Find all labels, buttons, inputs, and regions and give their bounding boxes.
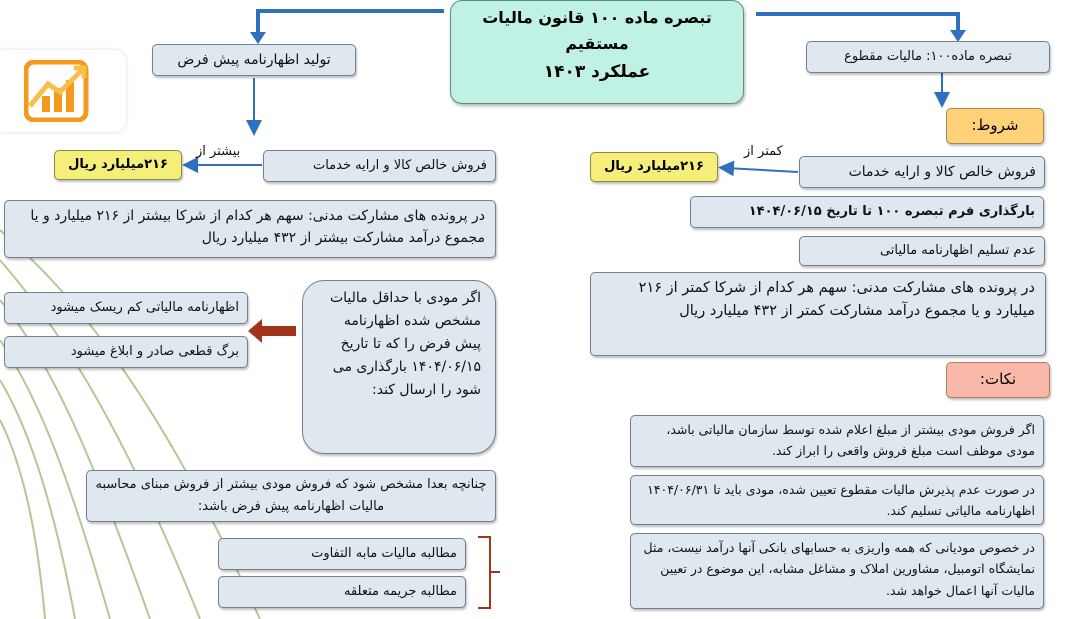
result-item: برگ قطعی صادر و ابلاغ میشود <box>4 336 248 368</box>
right-sales-arrow <box>726 168 798 172</box>
title-line-3: عملکرد ۱۴۰۳ <box>543 61 651 82</box>
conditions-label: شروط: <box>946 108 1044 144</box>
right-threshold: ۲۱۶میلیارد ریال <box>590 152 718 182</box>
note-item: در صورت عدم پذیرش مالیات مقطوع تعیین شده، مودی باید تا ۱۴۰۴/۰۶/۳۱ اظهارنامه مالیاتی تسلیم کند. <box>630 475 1044 525</box>
note-item: در خصوص مودیانی که همه واریزی به حسابهای بانکی آنها درآمد نیست، مثل نمایشگاه اتومبیل، مشاورین املاک و مشاغل مشابه، این موضوع در تعیین مالیات آنها اعمال خواهد شد. <box>630 533 1044 609</box>
penalty-item: مطالبه جریمه متعلقه <box>218 576 466 608</box>
result-item: اظهارنامه مالیاتی کم ریسک میشود <box>4 292 248 324</box>
right-partnership-condition: در پرونده های مشارکت مدنی: سهم هر کدام از شرکا کمتر از ۲۱۶ میلیارد و یا مجموع درآمد مشارکت کمتر از ۴۳۲ میلیارد ریال <box>590 272 1046 356</box>
left-minimum-tax-condition: اگر مودی با حداقل مالیات مشخص شده اظهارنامه پیش فرض را که تا تاریخ ۱۴۰۴/۰۶/۱۵ بارگذاری می شود را ارسال کند: <box>302 280 496 454</box>
left-threshold: ۲۱۶میلیارد ریال <box>54 150 182 180</box>
title-line-1: تبصره ماده ۱۰۰ قانون مالیات <box>482 8 712 27</box>
left-partnership-condition: در پرونده های مشارکت مدنی: سهم هر کدام از شرکا بیشتر از ۲۱۶ میلیارد و یا مجموع درآمد مشارکت بیشتر از ۴۳۲ میلیارد ریال <box>4 200 496 258</box>
main-title-box <box>450 0 744 104</box>
red-arrow <box>248 319 296 343</box>
notes-label: نکات: <box>946 362 1050 398</box>
left-sales-condition: فروش خالص کالا و ارایه خدمات <box>263 150 496 182</box>
penalty-item: مطالبه مالیات مابه التفاوت <box>218 538 466 570</box>
right-sales-condition: فروش خالص کالا و ارایه خدمات <box>799 156 1045 188</box>
title-line-2: مستقیم <box>565 34 629 54</box>
right-less-than-label: کمتر از <box>744 144 783 159</box>
note-item: اگر فروش مودی بیشتر از مبلغ اعلام شده توسط سازمان مالیاتی باشد، مودی موظف است مبلغ فروش واقعی را ابراز کند. <box>630 415 1044 467</box>
left-more-than-label: بیشتر از <box>196 144 241 159</box>
right-no-submission-condition: عدم تسلیم اظهارنامه مالیاتی <box>799 236 1045 266</box>
right-header: تبصره ماده۱۰۰: مالیات مقطوع <box>806 41 1050 73</box>
penalties-bracket <box>478 537 500 608</box>
title-to-right-arrow <box>756 14 958 36</box>
title-to-left-arrow <box>258 11 444 38</box>
left-header: تولید اظهارنامه پیش فرض <box>152 44 356 76</box>
left-exceeds-condition: چنانچه بعدا مشخص شود که فروش مودی بیشتر از فروش مبنای محاسبه مالیات اظهارنامه پیش فرض باشد: <box>86 470 496 522</box>
right-form-upload-condition: بارگذاری فرم تبصره ۱۰۰ تا تاریخ ۱۴۰۴/۰۶/۱۵ <box>690 196 1044 228</box>
